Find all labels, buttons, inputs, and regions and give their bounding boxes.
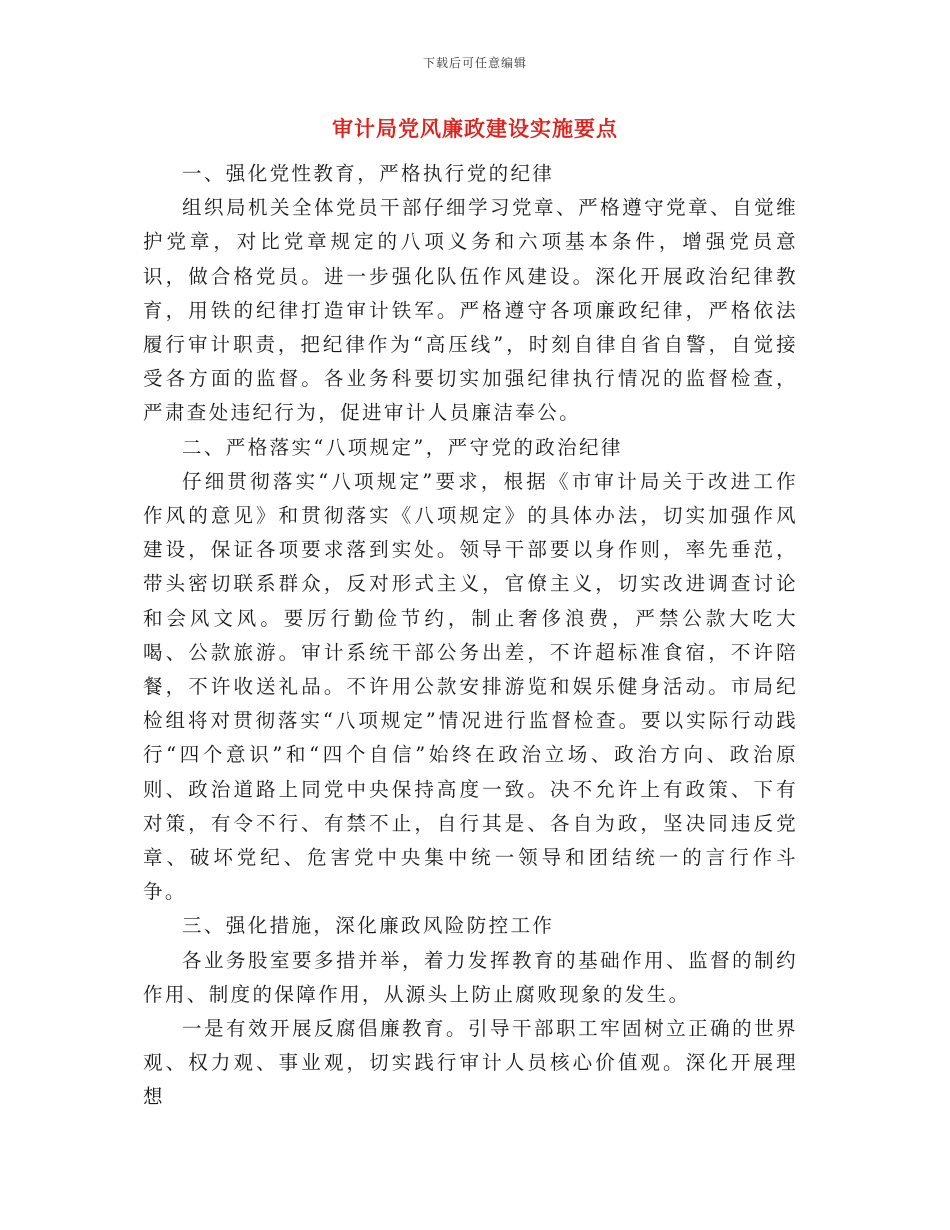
paragraph-4: 一是有效开展反腐倡廉教育。引导干部职工牢固树立正确的世界观、权力观、事业观，切实践行审计人员核心价值观。深化开展理想	[143, 1017, 798, 1109]
document-body	[143, 157, 798, 1115]
paragraph-2: 仔细贯彻落实“八项规定”要求，根据《市审计局关于改进工作作风的意见》和贯彻落实《八项规定》的具体办法，切实加强作风建设，保证各项要求落到实处。领导干部要以身作则，率先垂范，带头密切联系群众，反对形式主义，官僚主义，切实改进调查讨论和会风文风。要厉行勤俭节约，制止奢侈浪费，严禁公款大吃大喝、公款旅游。审计系统干部公务出差，不许超标准食宿，不许陪餐，不许收送礼品。不许用公款安排游览和娱乐健身活动。市局纪检组将对贯彻落实“八项规定”情况进行监督检查。要以实际行动践行“四个意识”和“四个自信”始终在政治立场、政治方向、政治原则、政治道路上同党中央保持高度一致。决不允许上有政策、下有对策，有令不行、有禁不止，自行其是、各自为政，坚决同违反党章、破坏党纪、危害党中央集中统一领导和团结统一的言行作斗争。	[143, 469, 798, 904]
section-heading-1: 一、强化党性教育，严格执行党的纪律	[182, 162, 555, 185]
paragraph-1: 组织局机关全体党员干部仔细学习党章、严格遵守党章、自觉维护党章，对比党章规定的八项义务和六项基本条件，增强党员意识，做合格党员。进一步强化队伍作风建设。深化开展政治纪律教育，用铁的纪律打造审计铁军。严格遵守各项廉政纪律，严格依法履行审计职责，把纪律作为“高压线”，时刻自律自省自警，自觉接受各方面的监督。各业务科要切实加强纪律执行情况的监督检查，严肃查处违纪行为，促进审计人员廉洁奉公。	[143, 196, 798, 425]
header-note: 下载后可任意编辑	[422, 56, 527, 70]
paragraph-3: 各业务股室要多措并举，着力发挥教育的基础作用、监督的制约作用、制度的保障作用，从源头上防止腐败现象的发生。	[143, 948, 798, 1006]
document-title: 审计局党风廉政建设实施要点	[332, 116, 618, 141]
section-heading-2: 二、严格落实“八项规定”，严守党的政治纪律	[182, 435, 623, 459]
section-heading-3: 三、强化措施，深化廉政风险防控工作	[182, 914, 555, 938]
